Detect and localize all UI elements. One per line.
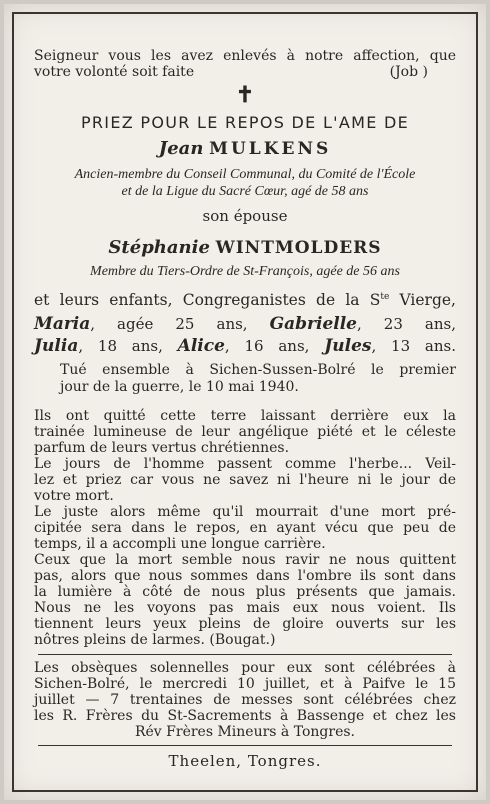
funeral-line: Rév Frères Mineurs à Tongres.: [134, 724, 355, 740]
paragraph-4-line: la lumière à côté de nous plus présents que jamais.: [34, 584, 456, 600]
child-name: Jules: [324, 336, 372, 356]
children-intro-sup: te: [380, 292, 390, 302]
memorial-card: [4, 4, 486, 800]
child-name: Alice: [177, 336, 225, 356]
paragraph-2-line: Le jours de l'homme passent comme l'herbe... Veil-: [34, 456, 456, 472]
death-line-1: Tué ensemble à Sichen-Sussen-Bolré le premier: [60, 362, 456, 378]
children-row-2: [34, 337, 456, 355]
paragraph-3-line: cipitée sera dans le repos, en ayant vécu que peu de: [34, 520, 456, 536]
husband-first-name: Jean: [158, 138, 204, 159]
husband-description-1: Ancien-membre du Conseil Communal, du Comité de l'École: [74, 167, 416, 182]
children-intro-text: et leurs enfants, Congreganistes de la S: [34, 291, 381, 310]
epigraph-line-2-row: [34, 64, 456, 80]
wife-description: Membre du Tiers-Ordre de St-François, agée de 56 ans: [90, 264, 400, 279]
paragraph-2-line: lez et priez car vous ne savez ni l'heure ni le jour de: [34, 472, 456, 488]
divider-bottom: [38, 745, 452, 746]
paragraph-4-line: Nous ne les voyons pas mais eux nous voient. Ils: [34, 600, 456, 616]
children-intro-end: Vierge,: [389, 291, 456, 310]
child-name: Maria: [34, 314, 91, 334]
epigraph-line-1: Seigneur vous les avez enlevés à notre affection, que: [34, 48, 456, 64]
child-age: , 18 ans,: [78, 337, 163, 355]
funeral-line: juillet — 7 trentaines de messes sont célébrées chez: [34, 692, 456, 708]
wife-first-name: Stéphanie: [108, 237, 210, 258]
paragraph-3-line: temps, il a accompli une longue carrière.: [34, 536, 326, 552]
wife-last-name: WINTMOLDERS: [215, 238, 382, 258]
children-intro: [34, 288, 456, 309]
child-name: Julia: [34, 336, 79, 356]
prayer-heading: PRIEZ POUR LE REPOS DE L'AME DE: [80, 113, 410, 132]
husband-last-name: MULKENS: [209, 139, 332, 159]
paragraph-1-line: trainée lumineuse de leur angélique piété et le céleste: [34, 424, 456, 440]
child-age: , 23 ans,: [357, 315, 456, 333]
children-row-1: [34, 315, 456, 333]
paragraph-3-line: Le juste alors même qu'il mourrait d'une mort pré-: [34, 504, 456, 520]
husband-name: [34, 139, 456, 159]
printer-credit: Theelen, Tongres.: [168, 752, 322, 770]
divider-top: [38, 654, 452, 655]
paragraph-1-line: parfum de leurs vertus chrétiennes.: [34, 440, 290, 456]
child-name: Gabrielle: [269, 314, 357, 334]
paragraph-4-line: tiennent leurs yeux pleins de gloire ouverts sur les: [34, 616, 456, 632]
funeral-line: les R. Frères du St-Sacrements à Bassenge et chez les: [34, 708, 456, 724]
epigraph-line-2: votre volonté soit faite: [34, 64, 195, 80]
paragraph-1-line: Ils ont quitté cette terre laissant derrière eux la: [34, 408, 456, 424]
paragraph-4-line: Ceux que la mort semble nous ravir ne nous quittent: [34, 552, 456, 568]
epigraph-source: (Job ): [389, 64, 428, 80]
wife-name: [34, 238, 456, 258]
husband-description-2: et de la Ligue du Sacré Cœur, agé de 58 ans: [121, 184, 369, 199]
funeral-line: Les obsèques solennelles pour eux sont célébrées à: [34, 660, 456, 676]
spouse-label: son épouse: [202, 207, 288, 225]
child-age: , agée 25 ans,: [90, 315, 248, 333]
death-line-2: jour de la guerre, le 10 mai 1940.: [60, 379, 299, 395]
funeral-line: Sichen-Bolré, le mercredi 10 juillet, et à Paifve le 15: [34, 676, 456, 692]
child-age: , 13 ans.: [371, 337, 456, 355]
paragraph-4-line: pas, alors que nous sommes dans l'ombre ils sont dans: [34, 568, 456, 584]
cross-icon: ✝: [235, 82, 255, 108]
paragraph-2-line: votre mort.: [34, 488, 114, 504]
child-age: , 16 ans,: [224, 337, 310, 355]
paragraph-4-line: nôtres pleins de larmes. (Bougat.): [34, 632, 276, 648]
